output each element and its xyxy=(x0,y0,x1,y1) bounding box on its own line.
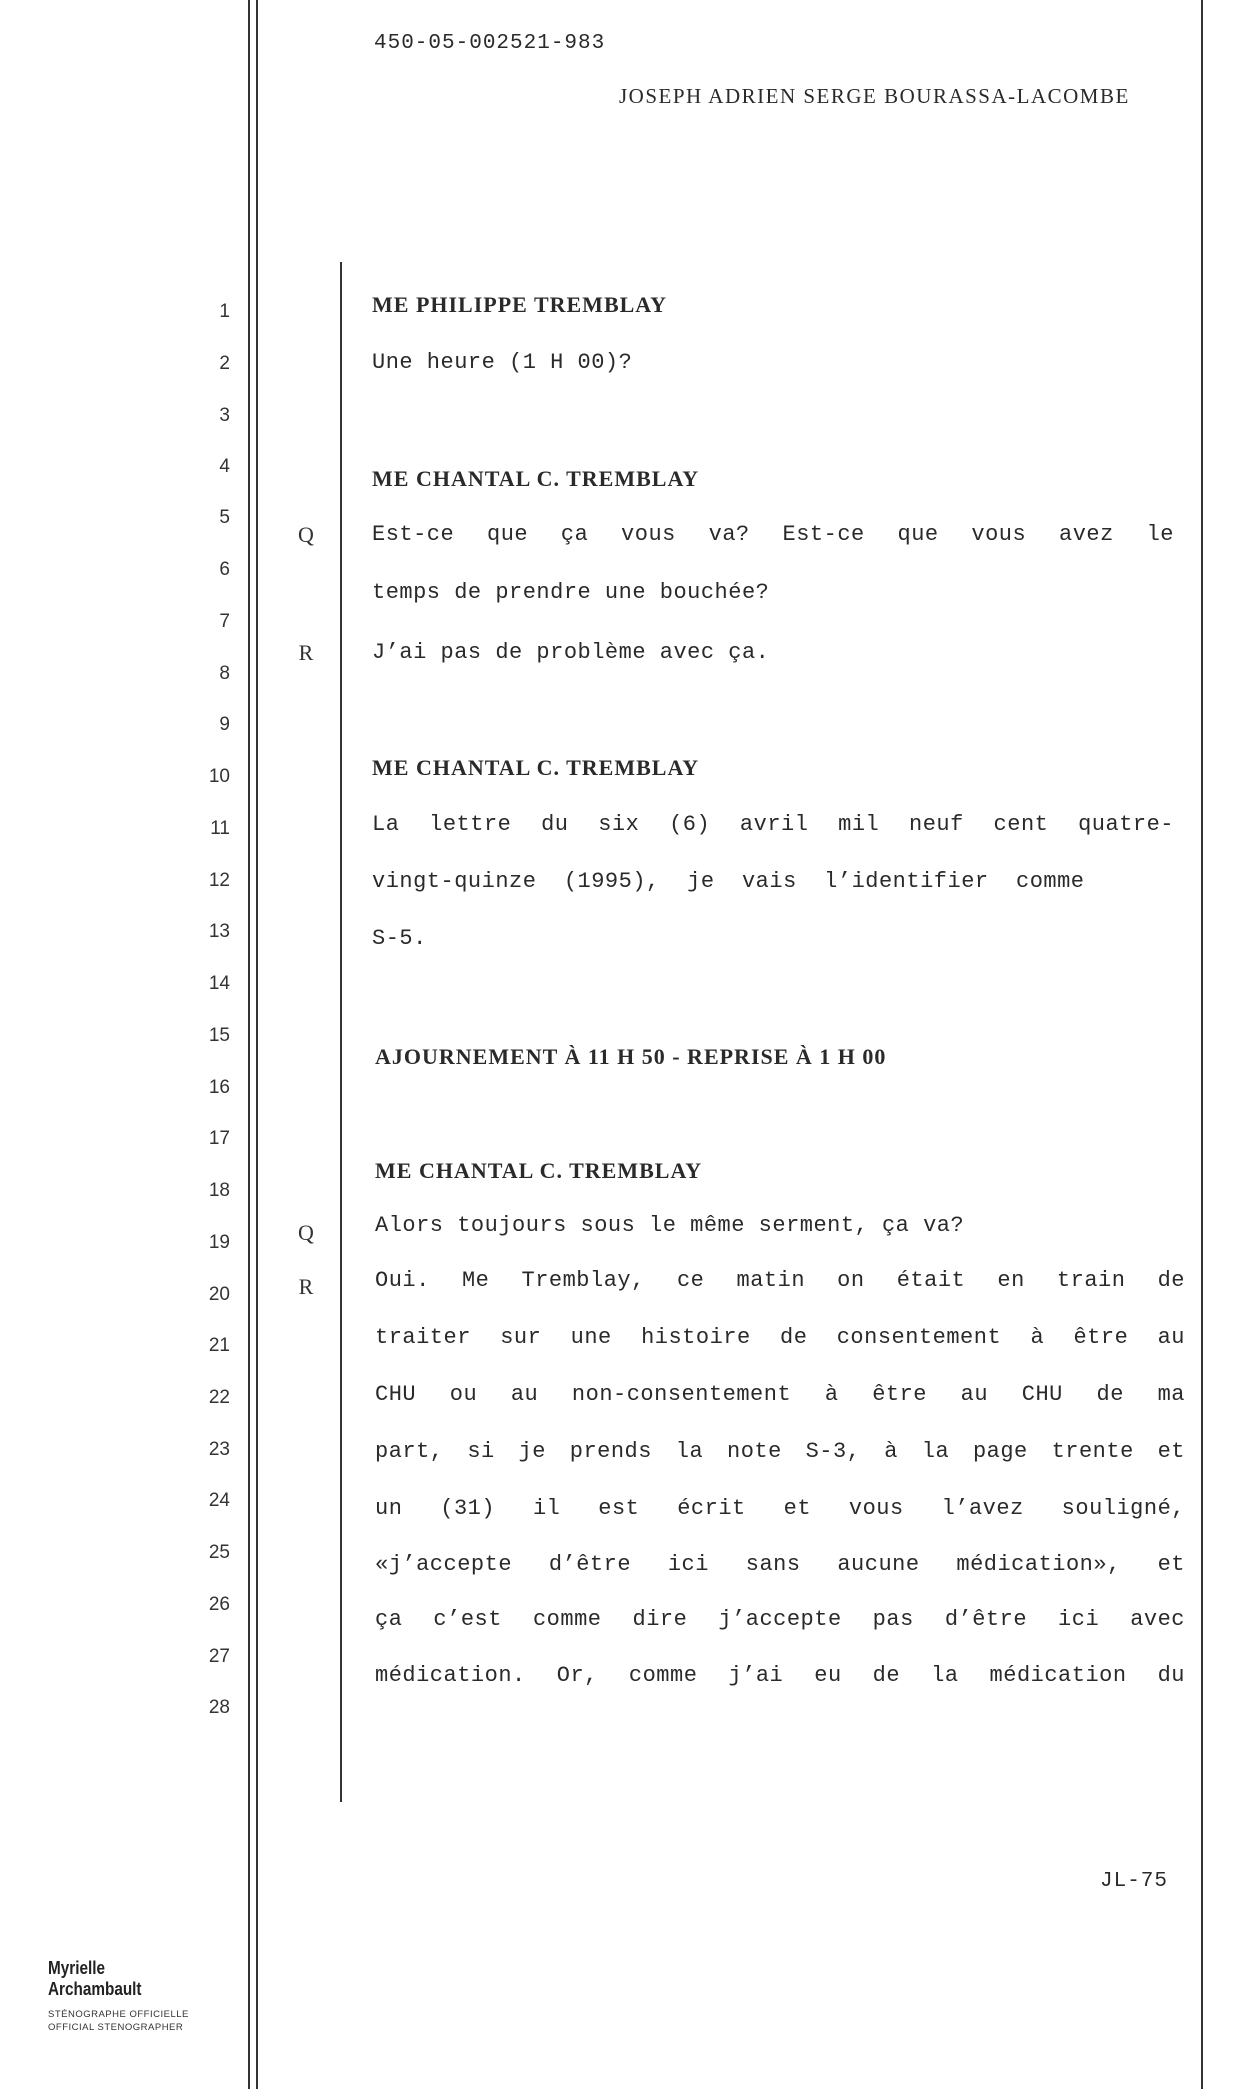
line-number: 16 xyxy=(208,1077,230,1098)
line-number: 20 xyxy=(208,1284,230,1305)
witness-name: JOSEPH ADRIEN SERGE BOURASSA-LACOMBE xyxy=(619,84,1130,108)
line-number: 11 xyxy=(210,818,230,839)
transcript-line: médication. Or, comme j’ai eu de la médication du xyxy=(375,1663,1185,1688)
line-number: 19 xyxy=(208,1232,230,1253)
line-number: 22 xyxy=(208,1387,230,1408)
line-number: 27 xyxy=(208,1646,230,1667)
transcript-line: vingt-quinze (1995), je vais l’identifier comme xyxy=(372,869,1085,894)
page-number: JL-75 xyxy=(1100,1870,1169,1893)
line-number: 3 xyxy=(219,405,230,426)
line-number: 26 xyxy=(208,1594,230,1615)
left-margin-rule-outer xyxy=(248,0,250,2089)
file-number: 450-05-002521-983 xyxy=(374,32,606,55)
line-number: 14 xyxy=(208,973,230,994)
speaker-heading: ME PHILIPPE TREMBLAY xyxy=(372,292,668,317)
transcript-line: S-5. xyxy=(372,926,427,951)
line-number: 7 xyxy=(219,611,230,632)
line-number: 24 xyxy=(208,1490,230,1511)
line-number: 15 xyxy=(208,1025,230,1046)
stenographer-title-en: OFFICIAL STENOGRAPHER xyxy=(48,2022,184,2033)
line-number: 18 xyxy=(208,1180,230,1201)
stenographer-stamp xyxy=(48,1958,218,2034)
line-number: 8 xyxy=(219,663,230,684)
stenographer-title-fr: STÉNOGRAPHE OFFICIELLE xyxy=(48,2009,189,2020)
right-margin-rule xyxy=(1201,0,1203,2089)
response-marker: R xyxy=(298,1274,314,1299)
line-number: 1 xyxy=(219,301,230,322)
transcript-line: J’ai pas de problème avec ça. xyxy=(372,640,770,665)
speaker-column-rule xyxy=(340,262,342,1802)
question-marker: Q xyxy=(298,1220,314,1245)
line-number: 28 xyxy=(208,1697,230,1718)
speaker-heading: ME CHANTAL C. TREMBLAY xyxy=(375,1158,703,1183)
transcript-line: ça c’est comme dire j’accepte pas d’être ici avec xyxy=(375,1607,1185,1632)
line-number: 17 xyxy=(208,1128,230,1149)
transcript-line: CHU ou au non-consentement à être au CHU de ma xyxy=(375,1382,1185,1407)
line-number: 25 xyxy=(208,1542,230,1563)
transcript-line: La lettre du six (6) avril mil neuf cent quatre- xyxy=(372,812,1174,837)
speaker-heading: ME CHANTAL C. TREMBLAY xyxy=(372,755,700,780)
transcript-line: Alors toujours sous le même serment, ça va? xyxy=(375,1213,965,1238)
line-number: 4 xyxy=(219,456,230,477)
line-number: 21 xyxy=(208,1335,230,1356)
adjournment-notice: AJOURNEMENT À 11 H 50 - REPRISE À 1 H 00 xyxy=(375,1044,887,1069)
transcript-line: Est-ce que ça vous va? Est-ce que vous avez le xyxy=(372,522,1174,547)
transcript-line: traiter sur une histoire de consentement à être au xyxy=(375,1325,1185,1350)
transcript-line: temps de prendre une bouchée? xyxy=(372,580,770,605)
line-number: 2 xyxy=(219,353,230,374)
question-marker: Q xyxy=(298,522,314,547)
line-number: 13 xyxy=(208,921,230,942)
stenographer-name: Myrielle Archambault xyxy=(48,1958,142,1999)
line-number: 23 xyxy=(208,1439,230,1460)
response-marker: R xyxy=(298,640,314,665)
line-number: 10 xyxy=(208,766,230,787)
line-number: 6 xyxy=(219,559,230,580)
left-margin-rule-inner xyxy=(256,0,258,2089)
transcript-line: Oui. Me Tremblay, ce matin on était en train de xyxy=(375,1268,1185,1293)
line-number: 9 xyxy=(219,714,230,735)
transcript-line: Une heure (1 H 00)? xyxy=(372,350,633,375)
transcript-line: un (31) il est écrit et vous l’avez souligné, xyxy=(375,1496,1185,1521)
line-number: 5 xyxy=(219,507,230,528)
transcript-line: «j’accepte d’être ici sans aucune médication», et xyxy=(375,1552,1185,1577)
line-number: 12 xyxy=(208,870,230,891)
speaker-heading: ME CHANTAL C. TREMBLAY xyxy=(372,466,700,491)
transcript-line: part, si je prends la note S-3, à la page trente et xyxy=(375,1439,1185,1464)
